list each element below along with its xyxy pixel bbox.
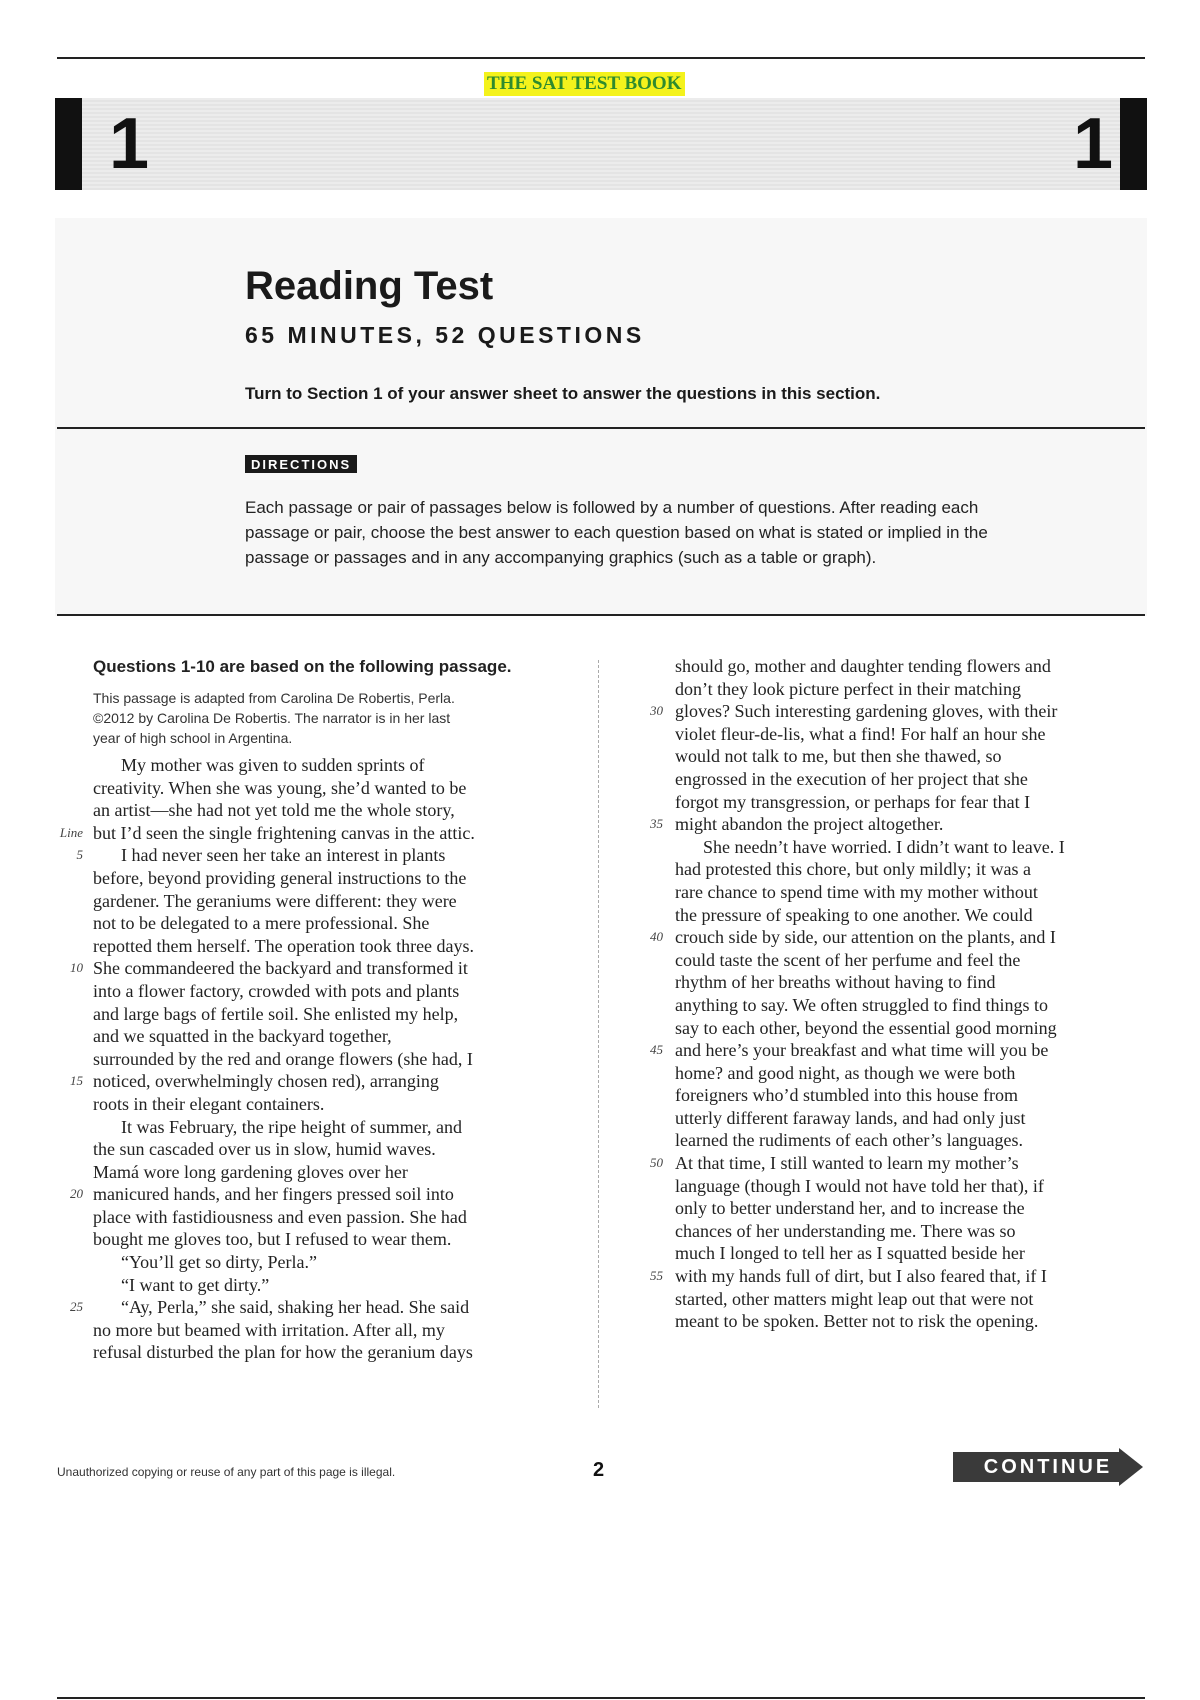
line-text: and here’s your breakfast and what time will you be <box>675 1040 1049 1061</box>
line-text: I had never seen her take an interest in plants <box>121 845 446 866</box>
line-text: anything to say. We often struggled to find things to <box>675 994 1049 1015</box>
passage-line <box>93 1274 563 1297</box>
passage-line <box>675 949 1145 972</box>
line-text: should go, mother and daughter tending flowers and <box>675 656 1051 676</box>
passage-line <box>70 957 563 980</box>
passage-line <box>93 1025 563 1048</box>
passage-line <box>650 813 1145 836</box>
passage-line <box>93 1161 563 1184</box>
line-number: 20 <box>70 1186 83 1202</box>
line-number: 35 <box>650 816 663 832</box>
passage-line <box>675 881 1145 904</box>
passage-line <box>675 1288 1145 1311</box>
passage-line <box>93 1048 563 1071</box>
line-text: chances of her understanding me. There was so <box>675 1220 1016 1241</box>
line-text: would not talk to me, but then she thawed, so <box>675 746 1002 767</box>
section-bar-left <box>55 98 82 190</box>
line-text: only to better understand her, and to increase the <box>675 1198 1025 1219</box>
passage-line <box>93 980 563 1003</box>
line-number: 55 <box>650 1268 663 1284</box>
passage-line <box>675 1062 1145 1085</box>
passage-line <box>675 971 1145 994</box>
passage-line <box>93 777 563 800</box>
watermark-banner: THE SAT TEST BOOK <box>484 72 685 96</box>
passage-line <box>675 1084 1145 1107</box>
line-text: might abandon the project altogether. <box>675 814 944 835</box>
passage-line <box>93 867 563 890</box>
passage-column-right <box>650 655 1145 1333</box>
passage-line <box>93 1251 563 1274</box>
page-title: Reading Test <box>245 264 494 308</box>
line-text: don’t they look picture perfect in their matching <box>675 678 1022 699</box>
line-text: crouch side by side, our attention on the plants, and I <box>675 927 1056 948</box>
line-text: roots in their elegant containers. <box>93 1093 325 1114</box>
passage-line <box>675 1242 1145 1265</box>
section-number-left: 1 <box>109 104 150 184</box>
line-text: noticed, overwhelmingly chosen red), arranging <box>93 1071 439 1092</box>
bottom-rule <box>57 1697 1145 1699</box>
passage-line <box>93 1319 563 1342</box>
passage-line <box>675 994 1145 1017</box>
passage-line <box>93 1116 563 1139</box>
line-text: with my hands full of dirt, but I also feared that, if I <box>675 1266 1047 1287</box>
line-text: refusal disturbed the plan for how the geranium days <box>93 1342 473 1363</box>
line-text: It was February, the ripe height of summer, and <box>121 1116 463 1137</box>
line-text: into a flower factory, crowded with pots and plants <box>93 980 460 1001</box>
top-rule <box>57 57 1145 59</box>
line-text: meant to be spoken. Better not to risk the opening. <box>675 1311 1039 1332</box>
section-band <box>55 98 1147 190</box>
copyright-notice: Unauthorized copying or reuse of any part of this page is illegal. <box>57 1465 396 1479</box>
passage-line <box>650 700 1145 723</box>
passage-line <box>675 1175 1145 1198</box>
line-text: had protested this chore, but only mildly; it was a <box>675 859 1031 880</box>
passage-line <box>675 1129 1145 1152</box>
passage-line <box>93 1093 563 1116</box>
line-text: manicured hands, and her fingers pressed soil into <box>93 1184 454 1205</box>
line-text: foreigners who’d stumbled into this house from <box>675 1085 1018 1106</box>
passage-column-left <box>59 655 563 1364</box>
line-text: not to be delegated to a mere professional. She <box>93 913 430 934</box>
passage-line <box>70 1070 563 1093</box>
passage-line <box>675 678 1145 701</box>
line-number: 15 <box>70 1073 83 1089</box>
line-text: violet fleur-de-lis, what a find! For half an hour she <box>675 723 1046 744</box>
passage-line <box>650 1265 1145 1288</box>
line-text: place with fastidiousness and even passion. She had <box>93 1206 467 1227</box>
line-number: 40 <box>650 929 663 945</box>
intro-line: This passage is adapted from Carolina De Robertis, Perla. <box>93 690 455 706</box>
line-text: rhythm of her breaths without having to find <box>675 972 996 993</box>
line-text: rare chance to spend time with my mother without <box>675 881 1038 902</box>
line-text: gloves? Such interesting gardening gloves, with their <box>675 701 1058 722</box>
line-text: started, other matters might leap out that were not <box>675 1288 1034 1309</box>
line-number: 30 <box>650 703 663 719</box>
line-text: no more but beamed with irritation. After all, my <box>93 1319 445 1340</box>
line-text: and large bags of fertile soil. She enlisted my help, <box>93 1003 459 1024</box>
line-text: My mother was given to sudden sprints of <box>121 755 425 775</box>
intro-line: year of high school in Argentina. <box>93 730 293 746</box>
line-text: utterly different faraway lands, and had only just <box>675 1107 1026 1128</box>
passage-heading: Questions 1-10 are based on the following passage. <box>93 657 512 676</box>
column-divider <box>598 660 599 1408</box>
line-text: and we squatted in the backyard together, <box>93 1026 392 1047</box>
section-bar-right <box>1120 98 1147 190</box>
passage-line <box>93 1138 563 1161</box>
passage-line <box>675 1310 1145 1333</box>
header-divider <box>57 427 1145 429</box>
passage-intro <box>93 688 563 748</box>
line-number: 50 <box>650 1155 663 1171</box>
passage-line <box>93 890 563 913</box>
section-number-right: 1 <box>1072 104 1113 184</box>
line-text: before, beyond providing general instructions to the <box>93 867 467 888</box>
passage-line <box>675 1220 1145 1243</box>
line-text: Mamá wore long gardening gloves over her <box>93 1161 408 1182</box>
continue-label: CONTINUE <box>983 1456 1113 1478</box>
line-text: could taste the scent of her perfume and feel the <box>675 949 1021 970</box>
passage-line <box>650 1039 1145 1062</box>
passage-line <box>93 754 563 777</box>
line-text: the sun cascaded over us in slow, humid waves. <box>93 1139 436 1160</box>
continue-arrow-icon <box>1119 1448 1143 1486</box>
passage-line <box>675 1017 1145 1040</box>
passage-line <box>675 1107 1145 1130</box>
line-number: Line <box>59 824 83 840</box>
passage-line <box>70 1296 563 1319</box>
passage-line <box>93 912 563 935</box>
line-text: She needn’t have worried. I didn’t want to leave. I <box>703 836 1065 857</box>
passage-line <box>93 1003 563 1026</box>
passage-line <box>93 1206 563 1229</box>
line-text: say to each other, beyond the essential good morning <box>675 1017 1057 1038</box>
line-number: 10 <box>70 960 83 976</box>
line-text: bought me gloves too, but I refused to wear them. <box>93 1229 452 1250</box>
line-text: “You’ll get so dirty, Perla.” <box>121 1252 317 1273</box>
line-text: creativity. When she was young, she’d wanted to be <box>93 777 467 798</box>
page-number: 2 <box>593 1459 605 1481</box>
line-text: an artist—she had not yet told me the whole story, <box>93 800 455 821</box>
passage-line <box>93 1341 563 1364</box>
line-number: 45 <box>650 1042 663 1058</box>
line-text: She commandeered the backyard and transformed it <box>93 958 468 979</box>
line-text: surrounded by the red and orange flowers (she had, I <box>93 1048 473 1069</box>
passage-line <box>93 935 563 958</box>
line-text: At that time, I still wanted to learn my mother’s <box>675 1153 1019 1174</box>
line-text: the pressure of speaking to one another. We could <box>675 904 1033 925</box>
passage-line <box>70 1183 563 1206</box>
continue-label-box <box>953 1452 1119 1482</box>
passage-line <box>93 1228 563 1251</box>
directions-text: Each passage or pair of passages below is followed by a number of questions. After reading each passage or pair, choose the best answer to each question based on what is stated or implied in the passage or passages and in any accompanying graphics (such as a table or graph). <box>245 498 988 567</box>
page-subtitle: 65 MINUTES, 52 QUESTIONS <box>245 322 645 348</box>
passage-line <box>675 1197 1145 1220</box>
line-text: “Ay, Perla,” she said, shaking her head. She said <box>121 1297 470 1318</box>
passage-lines-left <box>59 754 563 1364</box>
passage-line <box>76 844 563 867</box>
line-text: learned the rudiments of each other’s languages. <box>675 1130 1024 1151</box>
directions-label: DIRECTIONS <box>245 455 357 473</box>
passage-line <box>675 791 1145 814</box>
passage-line <box>650 1152 1145 1175</box>
directions-divider <box>57 614 1145 616</box>
passage-line <box>59 822 563 845</box>
line-text: but I’d seen the single frightening canvas in the attic. <box>93 822 475 843</box>
line-text: “I want to get dirty.” <box>121 1274 270 1295</box>
passage-line <box>675 745 1145 768</box>
intro-line: ©2012 by Carolina De Robertis. The narrator is in her last <box>93 710 451 726</box>
passage-line <box>675 723 1145 746</box>
line-text: forgot my transgression, or perhaps for fear that I <box>675 791 1031 812</box>
passage-line <box>650 926 1145 949</box>
line-text: engrossed in the execution of her project that she <box>675 768 1028 789</box>
line-text: home? and good night, as though we were both <box>675 1062 1016 1083</box>
passage-line <box>93 799 563 822</box>
line-text: repotted them herself. The operation took three days. <box>93 935 475 956</box>
passage-line <box>675 858 1145 881</box>
passage-line <box>675 904 1145 927</box>
line-number: 25 <box>70 1299 83 1315</box>
passage-line <box>675 836 1145 859</box>
line-text: gardener. The geraniums were different: they were <box>93 890 457 911</box>
line-text: language (though I would not have told her that), if <box>675 1175 1044 1196</box>
continue-button[interactable] <box>953 1448 1143 1484</box>
line-text: much I longed to tell her as I squatted beside her <box>675 1243 1025 1264</box>
passage-lines-right <box>650 655 1145 1333</box>
passage-line <box>675 768 1145 791</box>
section-instruction: Turn to Section 1 of your answer sheet to answer the questions in this section. <box>245 384 881 403</box>
line-number: 5 <box>76 847 83 863</box>
passage-line <box>675 655 1145 678</box>
